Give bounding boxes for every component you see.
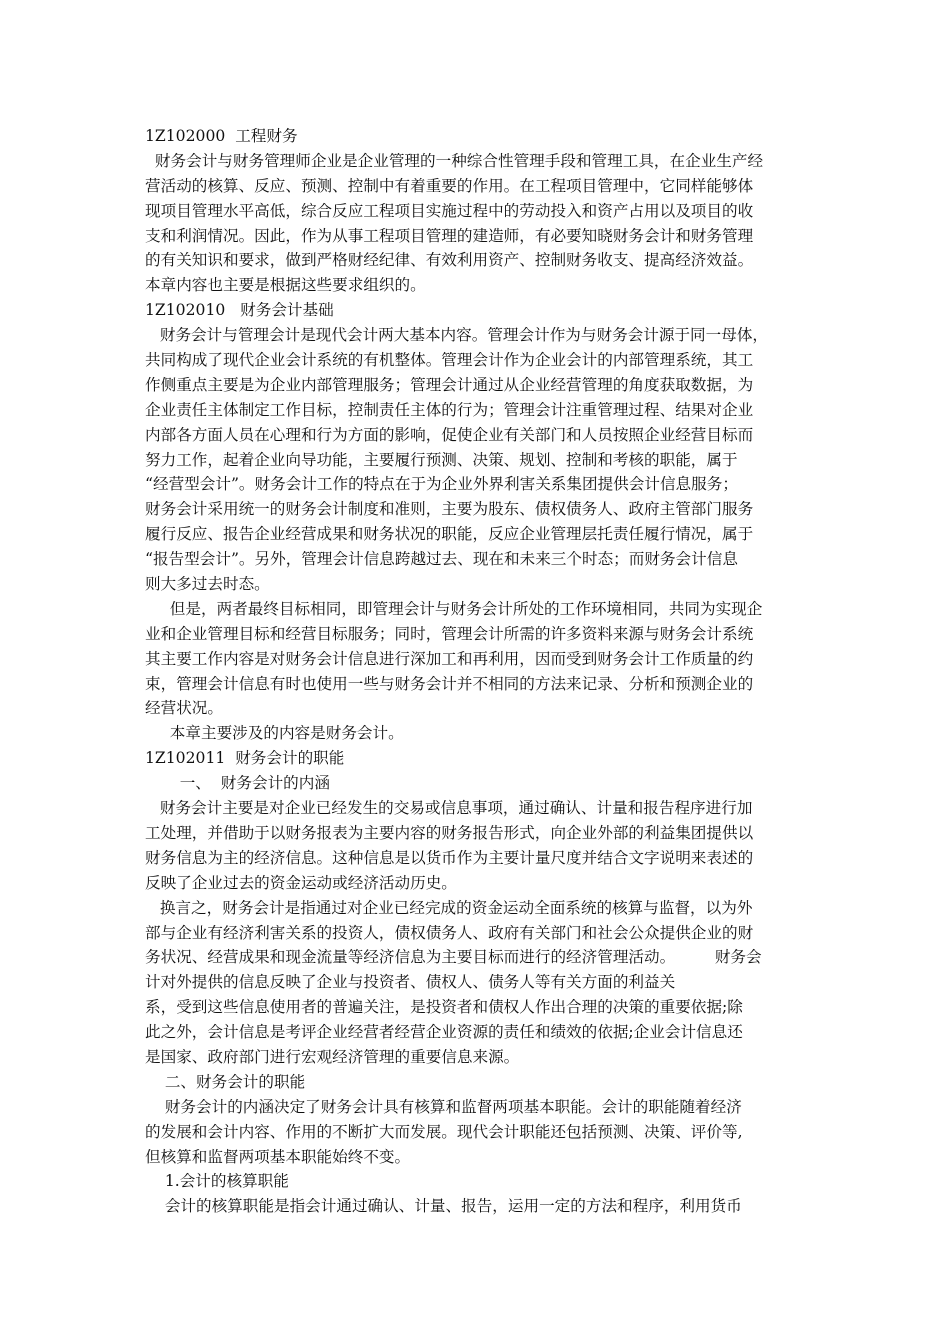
text-line: 一、 财务会计的内涵 <box>145 774 330 793</box>
text-line: 换言之，财务会计是指通过对企业已经完成的资金运动全面系统的核算与监督，以为外 <box>145 898 753 917</box>
text-line: 履行反应、报告企业经营成果和财务状况的职能，反应企业管理层托责任履行情况，属于 <box>145 525 754 544</box>
text-line: 作侧重点主要是为企业内部管理服务；管理会计通过从企业经营管理的角度获取数据，为 <box>145 375 754 394</box>
text-line: 此之外，会计信息是考评企业经营者经营企业资源的责任和绩效的依据;企业会计信息还 <box>145 1023 743 1042</box>
text-line: “经营型会计”。财务会计工作的特点在于为企业外界利害关系集团提供会计信息服务； <box>145 475 738 494</box>
text-line: 企业责任主体制定工作目标，控制责任主体的行为；管理会计注重管理过程、结果对企业 <box>145 400 754 419</box>
text-line: “报告型会计”。另外，管理会计信息跨越过去、现在和未来三个时态；而财务会计信息 <box>145 550 738 569</box>
text-line: 财务会计主要是对企业已经发生的交易或信息事项，通过确认、计量和报告程序进行加 <box>145 799 753 818</box>
text-line: 务状况、经营成果和现金流量等经济信息为主要目标而进行的经济管理活动。 财务会 <box>145 948 762 967</box>
text-line: 财务会计与财务管理师企业是企业管理的一种综合性管理手段和管理工具，在企业生产经 <box>145 151 764 170</box>
text-line: 共同构成了现代企业会计系统的有机整体。管理会计作为企业会计的内部管理系统，其工 <box>145 351 754 370</box>
text-line: 部与企业有经济利害关系的投资人，债权债务人、政府有关部门和社会公众提供企业的财 <box>145 923 754 942</box>
text-line: 营活动的核算、反应、预测、控制中有着重要的作用。在工程项目管理中，它同样能够体 <box>145 176 754 195</box>
text-line: 财务会计采用统一的财务会计制度和准则，主要为股东、债权债务人、政府主管部门服务 <box>145 500 754 519</box>
text-line: 系，受到这些信息使用者的普遍关注，是投资者和债权人作出合理的决策的重要依据;除 <box>145 998 743 1017</box>
text-line: 束，管理会计信息有时也使用一些与财务会计并不相同的方法来记录、分析和预测企业的 <box>145 674 754 693</box>
text-line: 二、财务会计的职能 <box>145 1072 306 1091</box>
text-line: 的发展和会计内容、作用的不断扩大而发展。现代会计职能还包括预测、决策、评价等, <box>145 1122 743 1141</box>
text-line: 1Z102011 财务会计的职能 <box>145 749 345 768</box>
text-line: 1Z102010 财务会计基础 <box>145 301 334 320</box>
text-line: 财务会计与管理会计是现代会计两大基本内容。管理会计作为与财务会计源于同一母体， <box>145 326 769 345</box>
text-line: 本章内容也主要是根据这些要求组织的。 <box>145 276 426 295</box>
text-line: 是国家、政府部门进行宏观经济管理的重要信息来源。 <box>145 1047 520 1066</box>
text-line: 则大多过去时态。 <box>145 575 270 594</box>
text-line: 计对外提供的信息反映了企业与投资者、债权人、债务人等有关方面的利益关 <box>145 973 676 992</box>
text-line: 工处理，并借助于以财务报表为主要内容的财务报告形式，向企业外部的利益集团提供以 <box>145 823 754 842</box>
text-line: 1.会计的核算职能 <box>145 1172 289 1191</box>
text-line: 反映了企业过去的资金运动或经济活动历史。 <box>145 873 457 892</box>
text-line: 努力工作，起着企业向导功能，主要履行预测、决策、规划、控制和考核的职能，属于 <box>145 450 738 469</box>
text-line: 会计的核算职能是指会计通过确认、计量、报告，运用一定的方法和程序，利用货币 <box>145 1197 742 1216</box>
text-line: 的有关知识和要求，做到严格财经纪律、有效利用资产、控制财务收支、提高经济效益。 <box>145 251 754 270</box>
text-line: 经营状况。 <box>145 699 223 718</box>
text-line: 其主要工作内容是对财务会计信息进行深加工和再利用，因而受到财务会计工作质量的约 <box>145 649 754 668</box>
text-line: 财务会计的内涵决定了财务会计具有核算和监督两项基本职能。会计的职能随着经济 <box>145 1097 742 1116</box>
text-line: 本章主要涉及的内容是财务会计。 <box>145 724 404 743</box>
text-line: 1Z102000 工程财务 <box>145 127 298 145</box>
document-page <box>145 124 835 1219</box>
text-line: 但核算和监督两项基本职能始终不变。 <box>145 1147 411 1166</box>
text-line: 财务信息为主的经济信息。这种信息是以货币作为主要计量尺度并结合文字说明来表述的 <box>145 848 754 867</box>
text-line: 但是，两者最终目标相同，即管理会计与财务会计所处的工作环境相同，共同为实现企 <box>145 599 763 618</box>
text-line: 业和企业管理目标和经营目标服务；同时，管理会计所需的许多资料来源与财务会计系统 <box>145 624 754 643</box>
text-line: 支和利润情况。因此，作为从事工程项目管理的建造师，有必要知晓财务会计和财务管理 <box>145 226 754 245</box>
text-line: 现项目管理水平高低，综合反应工程项目实施过程中的劳动投入和资产占用以及项目的收 <box>145 201 754 220</box>
text-line: 内部各方面人员在心理和行为方面的影响，促使企业有关部门和人员按照企业经营目标而 <box>145 425 754 444</box>
